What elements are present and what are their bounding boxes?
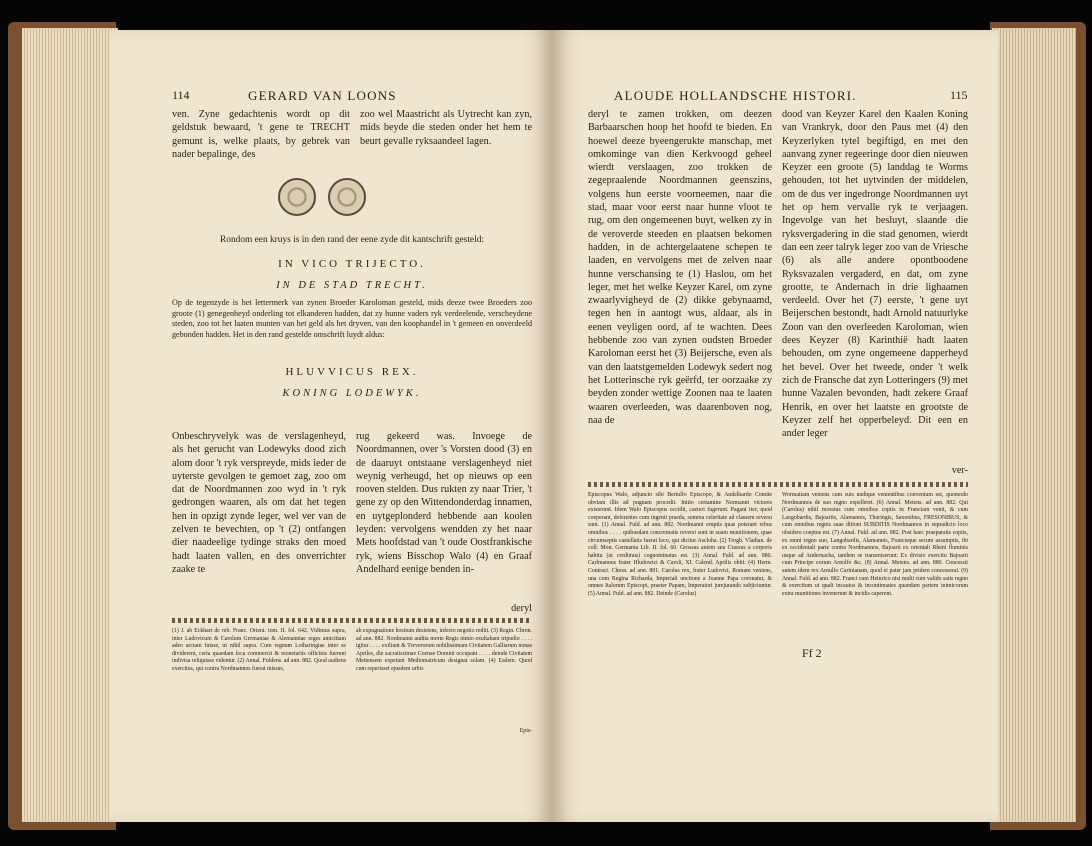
left-col2-top: zoo wel Maastricht als Uytrecht kan zyn, mids beyde die steden onder het hem te beurt gevalle ryksaandeel lagen. [360,109,532,147]
reverse-description: Op de tegenzyde is het lettermerk van zynen Broeder Karoloman gesteld, mids deeze twee Broeders zoo groote (1) genegenheyd onderling tot elkanderen hadden, dat zy hunne vaders ryk verdeelende, verscheydene steden, zoo tot het laaten munten van het geld als het dryven, van den koophandel in 't gemeen en onverdeeld gebonden hadden. Het in den rand gestelde omschrift luydt aldus: [172,298,532,339]
page-number-left: 114 [172,88,190,102]
coin-obverse-image [278,178,316,216]
signature-mark: Ff 2 [802,646,822,660]
footnote-divider-right [588,482,968,487]
inscription-reverse-translation: KONING LODEWYK. [282,388,422,399]
running-header-left: GERARD VAN LOONS [248,88,397,103]
right-page [552,30,998,822]
right-col1: deryl te zamen trokken, om deezen Barbaarschen hoop het hoofd te bieden. En hoewel deeze byeengerukte manschap, met omkominge van dien Kerkvoogd geheel wierdt verslaagen, zoo trokken de zegepraalende Noordmannen geenszins, volgens hun eerste voorneemen, naar die stad, maar voor eerst naar hunne vloot te rug, om den ongemeenen buyt, welken zy in de veroverde steeden en plaatsen bekomen hadden, in de achtergelaatene schepen te laaden, en vervolgens met de zelven naar hunne verschansing te (1) Haslou, om het leger, met het welke Keyzer Karel, om zyne zwaarlyvigheyd de (2) dikke gebynaamd, tegen hen in aantogt wus, aldaar, als in eenen veyligen oord, af te wachten. Dees hebbende zoo van zynen oudsten Broeder Karoloman eerst het (3) Beijersche, even als van den laatstgemelden Lodewyk sedert nog het Lotterinsche ryk geërfd, ter oorzaake zy beyden zonder wettige Zoonen naa te laaten waaren overleeden, was daarenboven nog, naa de [588,109,772,426]
coin-caption: Rondom een kruys is in den rand der eene zyde dit kantschrift gesteld: [220,235,484,245]
footnotes-right-col2: Wormatiam veniens cum suis undique venientibus conventum est, quomodo Nordmannos de suo regno expelleret. (6) Annal. Metens. ad ann. 882. Qui (Carolus) nihil moratus cum omnibus copiis in Franciam venit, & cum Langobardis, Bajoariis, Alamannis, Thuringis, Saxonibus, FRESONIBUS, & cum omnibus regnis suae ditioni SUBDITIS Nordmannos in supradicto loco obsidere coeptus est. (7) Annal. Fuld. ad ann. 882. Post haec praeparatis copiis, ex omni regno suo, Langobardis, Alamannis, Francisque secum assumptis, ibi ex occidentali parte contra Nordmannos, Bajoarii ex orientali Rheni fluminis usque ad Andernacha, tandem se transmiserunt: Ex divisio exercitu Bajoarii cum Principe eorum Arnolfo &c. (8) Annal. Metens. ad ann. 880. Concessit autem idem rex Arnulfo Carintanam, quod ei pater jam pridem concesserat. (9) Annal. Fuld. ad ann. 882. Franci cum Heinrico nisi multi cum valido satis regno & exercitum ut quali incautos & incontinuates quandam partem inimicorum extra munitiones invenerunt & incidis caperent. [782,492,968,597]
inscription-obverse: IN VICO TRIJECTO. [278,258,426,270]
left-col1-bottom: Onbeschryvelyk was de verslagenheyd, als het gerucht van Lodewyks dood zich alom door 't ryk verspreyde, mids ieder de uyterste gevolgen te gemoet zag, zoo om dat de Noordmannen zoo wyd in 't ryk gedrongen waaren, als om dat het tegen hen in opzigt zynde leger, wel ver van de zelven te bevechten, op 't (2) ontfangen dier naadeelige tydinge straks den moed hadt laaten vallen, en des onverrichter zaake te [172,431,346,575]
left-col1-top: ven. Zyne gedachtenis wordt op dit geldstuk bewaard, 't gene te TRECHT gemunt is, welke plaats, by gebrek van nader bepalinge, des [172,109,350,160]
footnote-divider-left [172,618,532,623]
page-number-right: 115 [950,88,968,102]
left-page [110,30,552,822]
page-edges-right [992,28,1076,822]
right-col2: dood van Keyzer Karel den Kaalen Koning van Vrankryk, door den Paus met (4) den Keyzerlyken tytel begiftigd, en met den aanvang zyner regeeringe door dien nieuwen Keyzer een groote (5) landdag te Worms gehouden, tot het uytvinden der middelen, om de dus ver ingedronge Noordmannen uyt het op hem vervalle ryk te verjaagen. Ingevolge van het besluyt, slaande die ryksvergadering in die stad genomen, wierdt dan een zeer talryk leger zoo van de Vriesche (6) als alle andere opontboodene Ryksvazalen vergaderd, en dat, om zyne grootte, te Andernach in drie lighaamen verdeeld. Over het (7) eerste, 't gene uyt Beijerschen bestondt, hadt Arnold natuurlyke Zoon van den overleeden Karoloman, wien dees Keyzer (8) Karinthië hadt laaten behouden, om zyne ongemeene dapperheyd het bevel. Over het tweede, onder 't welk zich de Fransche dat zyn Lotteringers (9) met hunne Vazalen bevonden, hadt zekere Graaf Henrik, en over het laatste en grootste de Keyzer zelf het opperbeleyd. Dit een en ander leger [782,109,968,440]
footnotes-right-col1: Episcopus Walo, adjuncto sibi Bertulfo Episcopo, & Andelhardo Comite obviam illis ad pugnam procedit. Initio certamine Normanni victores existerunt. Idem Walo Episcopus occidit, caeteri fugerunt. Pagani iter, quod coeperant, deferentes cum ingenti praeda, summa celeritate ad classem reversi sunt. (1) Annal. Fuld. ad ann. 882. Nordmanni eruptis quas poterant rebus omnibus . . . . quibusdam concrematis reversi sunt in suam munitionem, quae circumseptis castellatis fuerat loco, qui dicitur Ascloha. (2) Trogb. Vladian. de coll. Mon. Germania Lib. II. fol. 60. Grossus autem seu Crassus a corporis habitu (ut credimus) cognominatus est. (3) Annal. Fuld. ad ann. 880. Carlmannus frater Hludowici & Caroli, XI. Calend. Aprilis obiit. (4) Herm. Contract. Chron. ad ann. 881. Carolus rex, frater Ludovici, Romam veniens, una cum Regina Richarda, Imperiali unctione a Joanne Papa coronatur, & omnes Italorum Episcopi, praeter Papam, Imperatori jurejurando subjiciuntur. (5) Annal. Fuld. ad ann. 882. Deinde (Carolus) [588,492,772,597]
coin-reverse-image [328,178,366,216]
footnotes-catchword-left: Epis- [519,728,532,734]
catchword-left: deryl [511,603,532,614]
inscription-reverse: HLUVVICUS REX. [285,366,419,378]
inscription-obverse-translation: IN DE STAD TRECHT. [276,280,428,291]
page-edges-left [22,28,118,822]
left-col2-bottom: rug gekeerd was. Invoege de Noordmannen, over 's Vorsten dood (3) en de daaruyt ontstaane verslagenheyd niet weynig verheugd, het op nieuws op een rooven stelden. Dus rukten zy naar Trier, 't gene zy op den Wittendonderdag innamen, en uytgeplonderd hebbende aan koolen leyden: vervolgens wendden zy het naar Mets hoofdstad van 't oude Oostfrankische ryk, wiens Bisschop Walo (4) en Graaf Andelhard eenige benden in- [356,431,532,575]
running-header-right: ALOUDE HOLLANDSCHE HISTORI. [614,88,857,103]
catchword-right: ver- [951,465,968,476]
footnotes-left-col2: ab expugnatione hostium desistens, infecto negotio rediit. (3) Regin. Chron. ad ann. 882. Nordmanni audita morte Regis nimio exultabant tripudio . . . . igitur . . . . exiliunt & Treverorum nobilissimam Civitatem Galliarum nonas Apriles, die sacratissimae Coenae Domini occupant . . . . deinde Civitatem Mettensem expetunt Mediomatricum designat solam. (4) Eadem. Quod cum reperisset ejusdem urbis [356,628,532,672]
footnotes-left-col1: (1) J. ab Eckhart de reb. Franc. Orient. tom. II. fol. 642. Vidimus supra, inter Ludovicum & Carolum Germaniae & Alemanniae reges amicitiam adeo arctam fuisse, ut nihil supra. Cum regnum Lotharingiae inter se dividerent, certa quaedam loca commercii & monetariis officinis fuerunt indivisa reliquisse videntur. (2) Annal. Fuldens. ad ann. 882. Quod audiens exercitus, qui contra Nordmannos fuerat missus, [172,628,346,672]
